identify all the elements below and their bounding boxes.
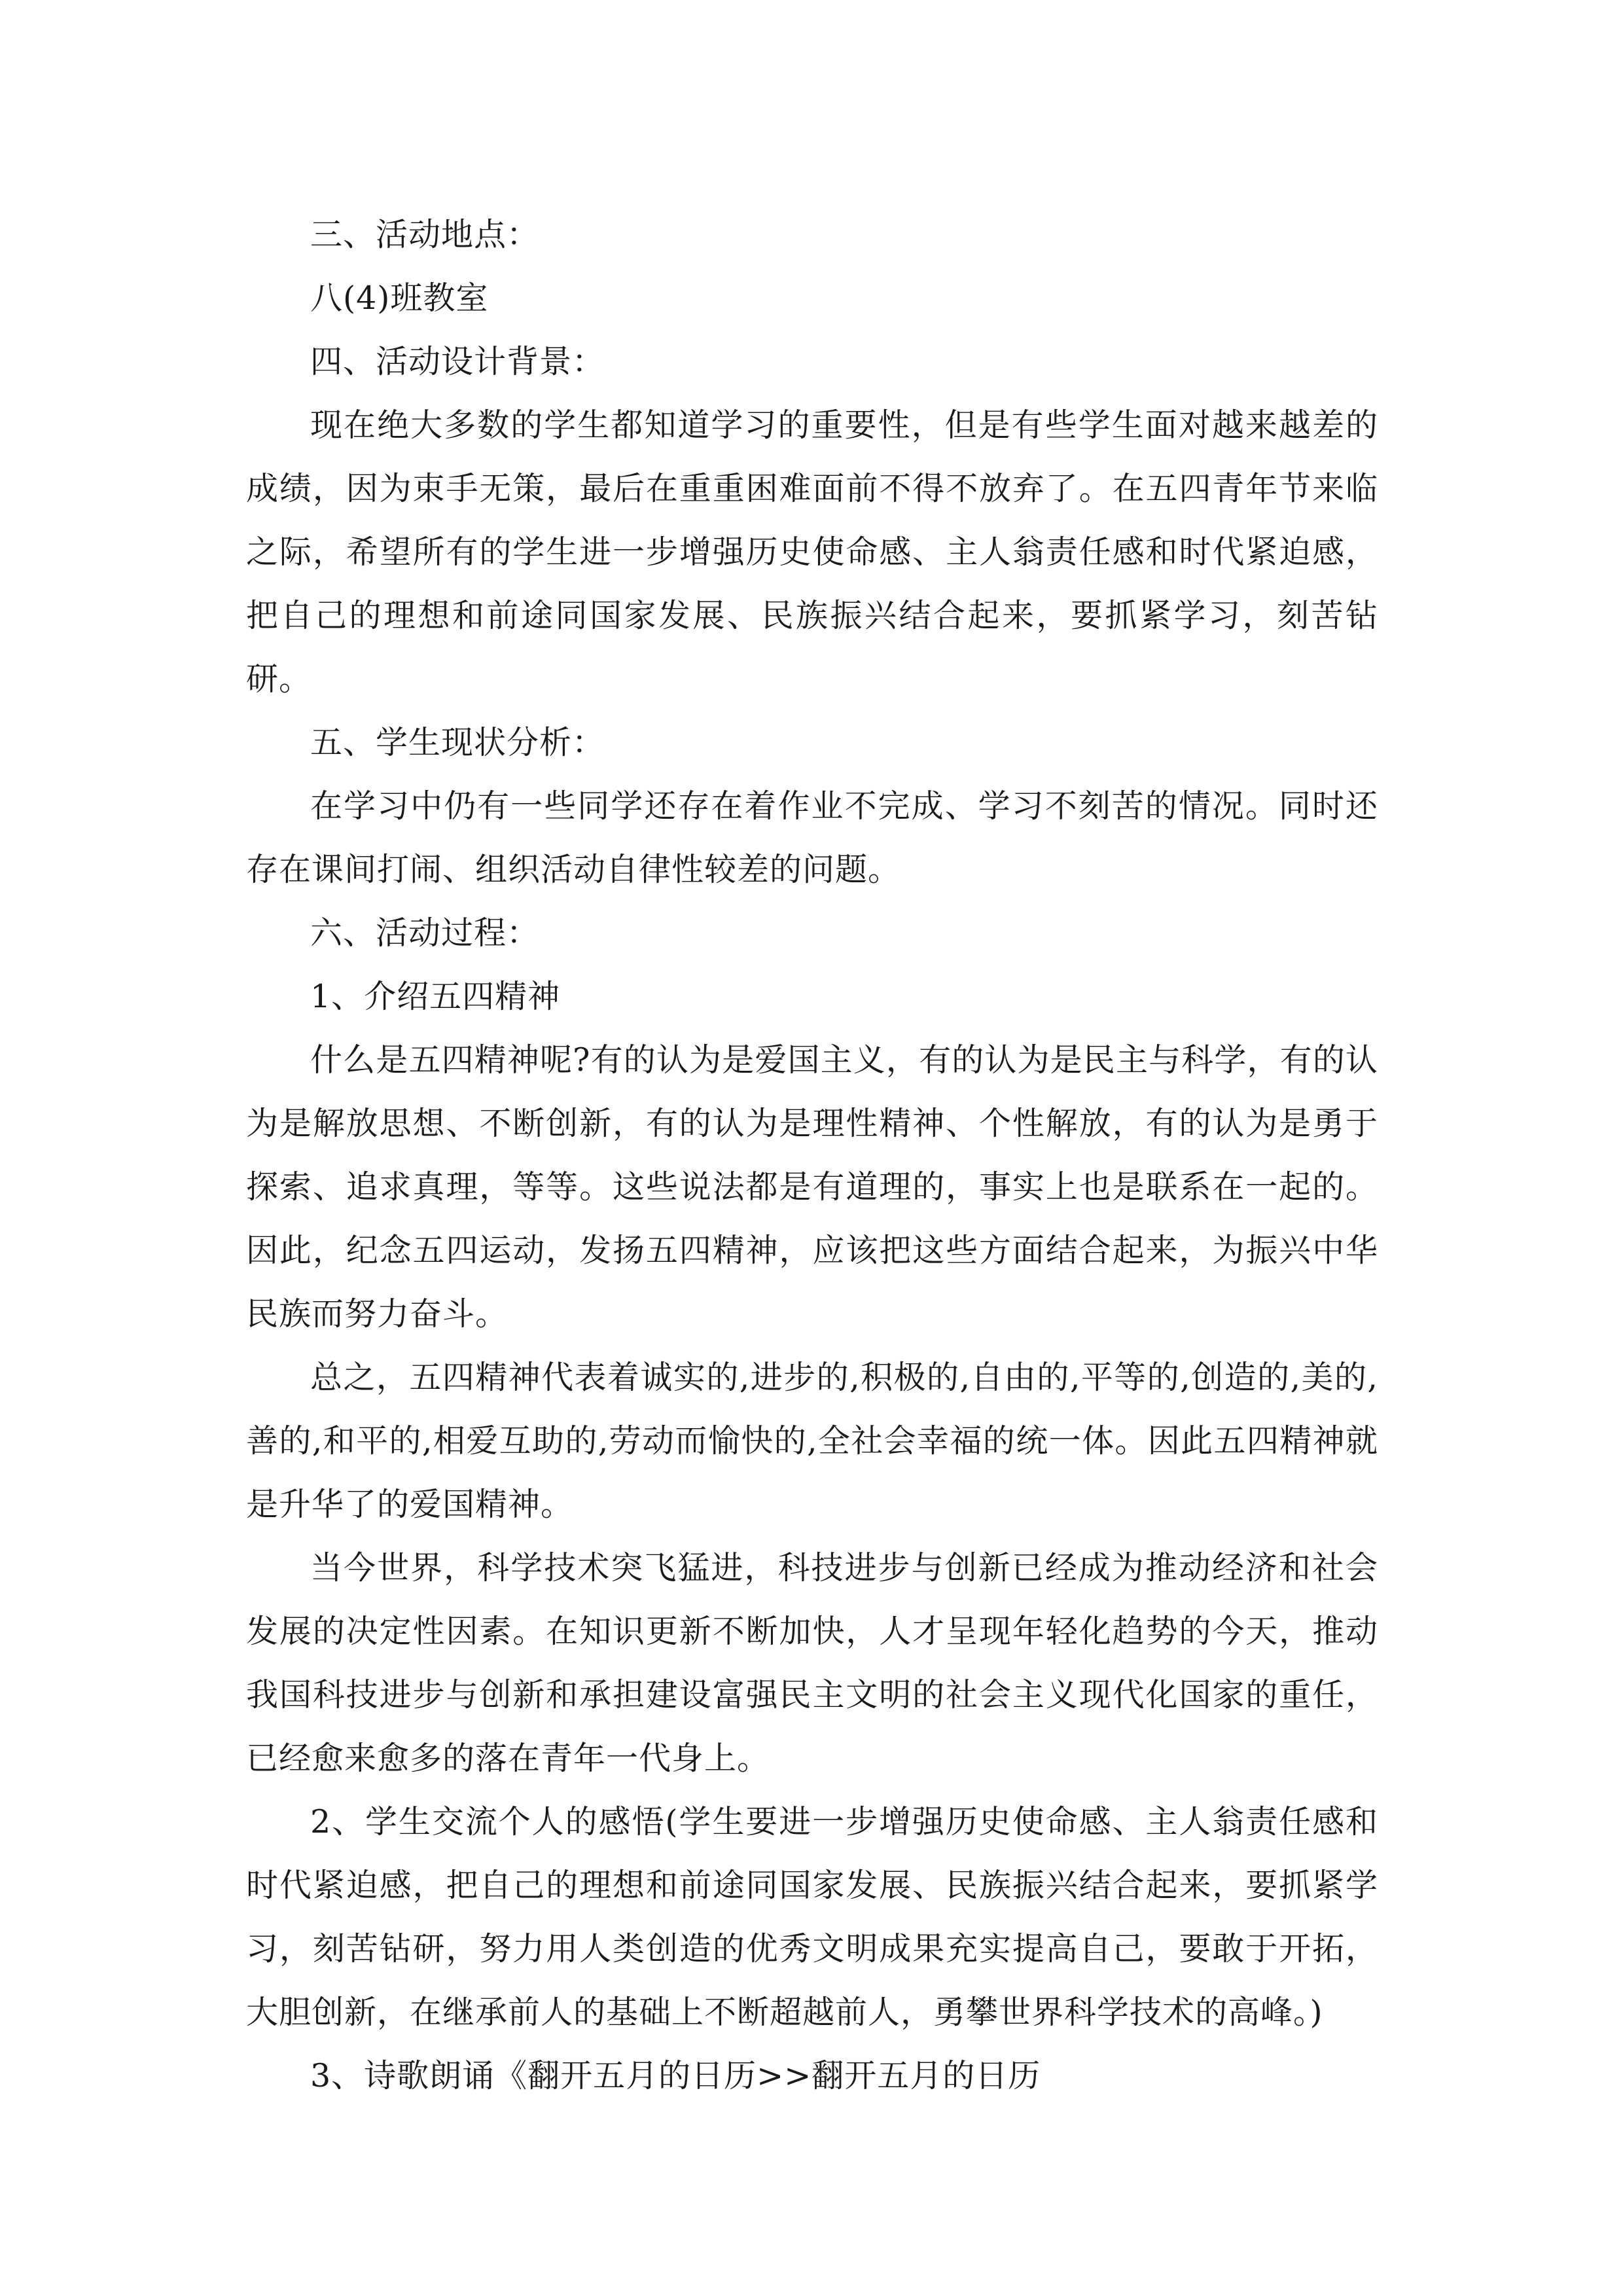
world-today-paragraph: 当今世界，科学技术突飞猛进，科技进步与创新已经成为推动经济和社会发展的决定性因素。在知识更新不断加快，人才呈现年轻化趋势的今天，推动我国科技进步与创新和承担建设富强民主文明的社会主义现代化国家的重任，已经愈来愈多的落在青年一代身上。 [246, 1549, 1378, 1777]
activity-location-text: 八(4)班教室 [310, 279, 489, 317]
heading-activity-location: 三、活动地点： [310, 216, 540, 253]
student-analysis-paragraph: 在学习中仍有一些同学还存在着作业不完成、学习不刻苦的情况。同时还存在课间打闹、组织活动自律性较差的问题。 [246, 787, 1378, 888]
process-step-3-title: 3、诗歌朗诵《翻开五月的日历>>翻开五月的日历 [310, 2057, 1041, 2094]
heading-student-analysis: 五、学生现状分析： [310, 724, 605, 761]
process-step-1-title: 1、介绍五四精神 [310, 978, 561, 1015]
design-background-paragraph: 现在绝大多数的学生都知道学习的重要性，但是有些学生面对越来越差的成绩，因为束手无策，最后在重重困难面前不得不放弃了。在五四青年节来临之际，希望所有的学生进一步增强历史使命感、主人翁责任感和时代紧迫感，把自己的理想和前途同国家发展、民族振兴结合起来，要抓紧学习，刻苦钻研。 [246, 406, 1378, 698]
heading-design-background: 四、活动设计背景： [310, 343, 605, 380]
may-fourth-spirit-paragraph: 什么是五四精神呢?有的认为是爱国主义，有的认为是民主与科学，有的认为是解放思想、不断创新，有的认为是理性精神、个性解放，有的认为是勇于探索、追求真理，等等。这些说法都是有道理的，事实上也是联系在一起的。因此，纪念五四运动，发扬五四精神，应该把这些方面结合起来，为振兴中华民族而努力奋斗。 [246, 1041, 1378, 1333]
document-body [246, 203, 1378, 2108]
heading-activity-process: 六、活动过程： [310, 914, 540, 952]
summary-paragraph: 总之，五四精神代表着诚实的,进步的,积极的,自由的,平等的,创造的,美的,善的,和平的,相爱互助的,劳动而愉快的,全社会幸福的统一体。因此五四精神就是升华了的爱国精神。 [246, 1359, 1378, 1523]
process-step-2-paragraph: 2、学生交流个人的感悟(学生要进一步增强历史使命感、主人翁责任感和时代紧迫感，把自己的理想和前途同国家发展、民族振兴结合起来，要抓紧学习，刻苦钻研，努力用人类创造的优秀文明成果充实提高自己，要敢于开拓，大胆创新，在继承前人的基础上不断超越前人，勇攀世界科学技术的高峰。) [246, 1803, 1378, 2031]
